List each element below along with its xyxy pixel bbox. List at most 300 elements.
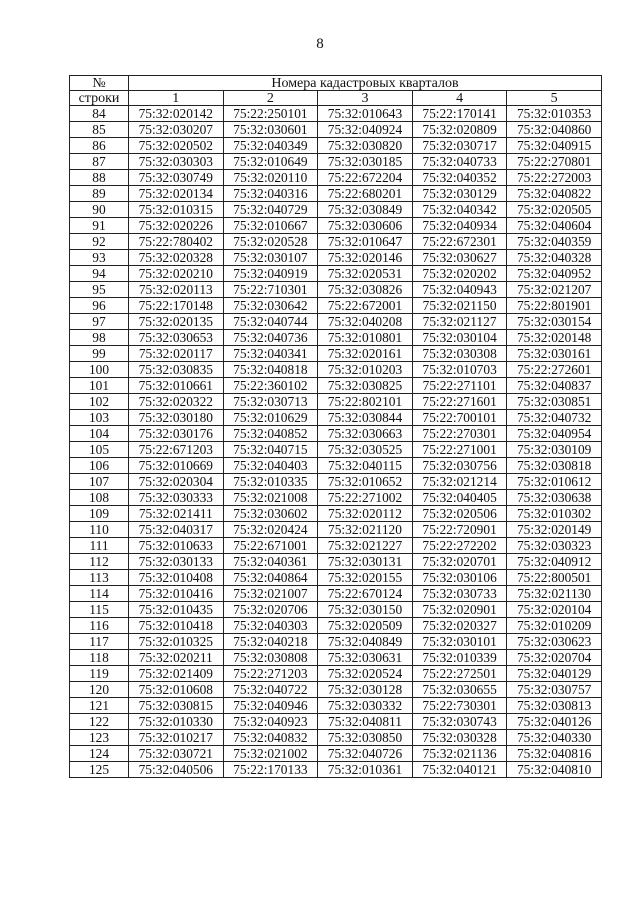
cadastral-quarter-cell: 75:32:030107 xyxy=(223,250,318,266)
cadastral-quarter-cell: 75:32:040924 xyxy=(318,122,413,138)
cadastral-quarter-cell: 75:32:040919 xyxy=(223,266,318,282)
cadastral-quarter-cell: 75:32:040816 xyxy=(507,746,602,762)
cadastral-quarter-cell: 75:22:700101 xyxy=(412,410,507,426)
cadastral-quarter-cell: 75:32:010325 xyxy=(129,634,224,650)
cadastral-quarter-cell: 75:32:040330 xyxy=(507,730,602,746)
cadastral-quarter-cell: 75:32:020226 xyxy=(129,218,224,234)
cadastral-quarter-cell: 75:32:021007 xyxy=(223,586,318,602)
row-number-cell: 110 xyxy=(70,522,129,538)
table-row xyxy=(70,186,602,202)
table-row xyxy=(70,250,602,266)
cadastral-quarter-cell: 75:32:040317 xyxy=(129,522,224,538)
table-row xyxy=(70,106,602,122)
cadastral-quarter-cell: 75:32:040810 xyxy=(507,762,602,778)
cadastral-quarter-cell: 75:32:020328 xyxy=(129,250,224,266)
cadastral-quarter-cell: 75:32:021136 xyxy=(412,746,507,762)
cadastral-quarter-cell: 75:32:030713 xyxy=(223,394,318,410)
cadastral-quarter-cell: 75:32:040818 xyxy=(223,362,318,378)
cadastral-quarter-cell: 75:32:030835 xyxy=(129,362,224,378)
table-row xyxy=(70,746,602,762)
cadastral-quarter-cell: 75:32:030655 xyxy=(412,682,507,698)
cadastral-quarter-cell: 75:32:040832 xyxy=(223,730,318,746)
row-number-cell: 119 xyxy=(70,666,129,682)
cadastral-quarter-cell: 75:32:010435 xyxy=(129,602,224,618)
cadastral-quarter-cell: 75:32:040126 xyxy=(507,714,602,730)
cadastral-quarter-cell: 75:22:680201 xyxy=(318,186,413,202)
row-number-cell: 124 xyxy=(70,746,129,762)
cadastral-quarter-cell: 75:32:040736 xyxy=(223,330,318,346)
cadastral-quarter-cell: 75:22:272003 xyxy=(507,170,602,186)
cadastral-quarter-cell: 75:32:030106 xyxy=(412,570,507,586)
column-header: 1 xyxy=(129,91,224,106)
cadastral-quarter-cell: 75:22:170148 xyxy=(129,298,224,314)
cadastral-quarter-cell: 75:32:040303 xyxy=(223,618,318,634)
cadastral-quarter-cell: 75:32:020304 xyxy=(129,474,224,490)
cadastral-quarter-cell: 75:32:010418 xyxy=(129,618,224,634)
table-row xyxy=(70,410,602,426)
cadastral-quarter-cell: 75:32:030642 xyxy=(223,298,318,314)
cadastral-quarter-cell: 75:32:040837 xyxy=(507,378,602,394)
row-number-cell: 112 xyxy=(70,554,129,570)
table-row xyxy=(70,666,602,682)
table-row xyxy=(70,362,602,378)
cadastral-quarter-cell: 75:32:020531 xyxy=(318,266,413,282)
row-number-cell: 99 xyxy=(70,346,129,362)
row-number-cell: 96 xyxy=(70,298,129,314)
cadastral-quarter-cell: 75:32:020135 xyxy=(129,314,224,330)
row-number-cell: 98 xyxy=(70,330,129,346)
cadastral-quarter-cell: 75:32:010669 xyxy=(129,458,224,474)
table-row xyxy=(70,234,602,250)
row-number-cell: 120 xyxy=(70,682,129,698)
cadastral-quarter-cell: 75:32:020104 xyxy=(507,602,602,618)
cadastral-quarter-cell: 75:32:030813 xyxy=(507,698,602,714)
table-row xyxy=(70,122,602,138)
cadastral-quarter-cell: 75:32:040506 xyxy=(129,762,224,778)
cadastral-quarter-cell: 75:32:040121 xyxy=(412,762,507,778)
cadastral-quarter-cell: 75:32:040822 xyxy=(507,186,602,202)
cadastral-quarter-cell: 75:32:010203 xyxy=(318,362,413,378)
cadastral-quarter-cell: 75:32:010703 xyxy=(412,362,507,378)
cadastral-quarter-cell: 75:32:020155 xyxy=(318,570,413,586)
cadastral-quarter-cell: 75:32:030133 xyxy=(129,554,224,570)
cadastral-quarter-cell: 75:22:271002 xyxy=(318,490,413,506)
cadastral-quarter-cell: 75:32:010608 xyxy=(129,682,224,698)
table-row xyxy=(70,154,602,170)
column-header: 4 xyxy=(412,91,507,106)
group-title: Номера кадастровых кварталов xyxy=(129,76,602,91)
cadastral-quarter-cell: 75:32:010315 xyxy=(129,202,224,218)
cadastral-quarter-cell: 75:32:020901 xyxy=(412,602,507,618)
cadastral-quarter-cell: 75:32:040744 xyxy=(223,314,318,330)
cadastral-quarter-cell: 75:22:170141 xyxy=(412,106,507,122)
cadastral-quarter-cell: 75:32:040349 xyxy=(223,138,318,154)
cadastral-quarter-cell: 75:32:030323 xyxy=(507,538,602,554)
cadastral-quarter-cell: 75:22:672001 xyxy=(318,298,413,314)
cadastral-quarter-cell: 75:32:020327 xyxy=(412,618,507,634)
row-number-cell: 91 xyxy=(70,218,129,234)
table-row xyxy=(70,426,602,442)
cadastral-quarter-cell: 75:32:030131 xyxy=(318,554,413,570)
cadastral-quarter-cell: 75:32:040954 xyxy=(507,426,602,442)
cadastral-quarter-cell: 75:22:271601 xyxy=(412,394,507,410)
table-row xyxy=(70,554,602,570)
cadastral-quarter-cell: 75:32:030721 xyxy=(129,746,224,762)
cadastral-quarter-cell: 75:32:020701 xyxy=(412,554,507,570)
cadastral-quarter-cell: 75:32:010801 xyxy=(318,330,413,346)
cadastral-quarter-cell: 75:32:030653 xyxy=(129,330,224,346)
row-number-cell: 100 xyxy=(70,362,129,378)
row-number-cell: 86 xyxy=(70,138,129,154)
table-row xyxy=(70,506,602,522)
cadastral-quarter-cell: 75:32:010335 xyxy=(223,474,318,490)
row-number-cell: 103 xyxy=(70,410,129,426)
cadastral-quarter-cell: 75:22:672204 xyxy=(318,170,413,186)
cadastral-quarter-cell: 75:22:170133 xyxy=(223,762,318,778)
row-number-cell: 107 xyxy=(70,474,129,490)
cadastral-quarter-cell: 75:32:040923 xyxy=(223,714,318,730)
cadastral-quarter-cell: 75:32:030606 xyxy=(318,218,413,234)
table-row xyxy=(70,762,602,778)
cadastral-quarter-cell: 75:32:030109 xyxy=(507,442,602,458)
cadastral-quarter-cell: 75:32:030154 xyxy=(507,314,602,330)
cadastral-quarter-cell: 75:32:020161 xyxy=(318,346,413,362)
table-row xyxy=(70,474,602,490)
cadastral-quarter-cell: 75:32:020134 xyxy=(129,186,224,202)
cadastral-quarter-cell: 75:32:021409 xyxy=(129,666,224,682)
cadastral-quarter-cell: 75:22:271001 xyxy=(412,442,507,458)
cadastral-quarter-cell: 75:32:030176 xyxy=(129,426,224,442)
cadastral-quarter-cell: 75:32:030104 xyxy=(412,330,507,346)
cadastral-quarter-cell: 75:32:010643 xyxy=(318,106,413,122)
cadastral-quarter-cell: 75:32:030185 xyxy=(318,154,413,170)
cadastral-quarter-cell: 75:22:271101 xyxy=(412,378,507,394)
cadastral-quarter-cell: 75:32:030850 xyxy=(318,730,413,746)
cadastral-quarter-cell: 75:32:030328 xyxy=(412,730,507,746)
cadastral-quarter-cell: 75:32:010408 xyxy=(129,570,224,586)
cadastral-quarter-cell: 75:32:030332 xyxy=(318,698,413,714)
cadastral-quarter-cell: 75:32:040852 xyxy=(223,426,318,442)
row-number-cell: 109 xyxy=(70,506,129,522)
table-row xyxy=(70,330,602,346)
cadastral-quarter-cell: 75:32:020149 xyxy=(507,522,602,538)
cadastral-quarter-cell: 75:32:010361 xyxy=(318,762,413,778)
cadastral-quarter-cell: 75:32:020809 xyxy=(412,122,507,138)
row-number-header-top: № xyxy=(70,76,129,91)
cadastral-quarter-cell: 75:32:010209 xyxy=(507,618,602,634)
cadastral-quarter-cell: 75:32:030161 xyxy=(507,346,602,362)
row-number-cell: 118 xyxy=(70,650,129,666)
cadastral-quarter-cell: 75:32:030818 xyxy=(507,458,602,474)
cadastral-quarter-cell: 75:22:271203 xyxy=(223,666,318,682)
cadastral-quarter-cell: 75:32:020117 xyxy=(129,346,224,362)
cadastral-quarter-cell: 75:32:030303 xyxy=(129,154,224,170)
cadastral-quarter-cell: 75:32:040864 xyxy=(223,570,318,586)
cadastral-quarter-cell: 75:32:040316 xyxy=(223,186,318,202)
cadastral-quarter-cell: 75:32:010652 xyxy=(318,474,413,490)
row-number-cell: 106 xyxy=(70,458,129,474)
cadastral-quarter-cell: 75:32:040361 xyxy=(223,554,318,570)
row-number-cell: 117 xyxy=(70,634,129,650)
cadastral-quarter-cell: 75:32:030851 xyxy=(507,394,602,410)
cadastral-quarter-cell: 75:32:010629 xyxy=(223,410,318,426)
cadastral-quarter-cell: 75:32:021411 xyxy=(129,506,224,522)
cadastral-quarter-cell: 75:22:730301 xyxy=(412,698,507,714)
cadastral-quarter-cell: 75:32:021002 xyxy=(223,746,318,762)
cadastral-quarter-cell: 75:32:020112 xyxy=(318,506,413,522)
row-number-cell: 101 xyxy=(70,378,129,394)
cadastral-quarter-cell: 75:32:040849 xyxy=(318,634,413,650)
table-row xyxy=(70,442,602,458)
cadastral-quarter-cell: 75:32:030820 xyxy=(318,138,413,154)
cadastral-quarter-cell: 75:32:020202 xyxy=(412,266,507,282)
cadastral-quarter-cell: 75:32:010302 xyxy=(507,506,602,522)
cadastral-quarter-cell: 75:32:021227 xyxy=(318,538,413,554)
cadastral-quarter-cell: 75:32:030602 xyxy=(223,506,318,522)
row-number-cell: 105 xyxy=(70,442,129,458)
cadastral-quarter-cell: 75:32:010353 xyxy=(507,106,602,122)
cadastral-quarter-cell: 75:32:020110 xyxy=(223,170,318,186)
cadastral-quarter-cell: 75:32:030815 xyxy=(129,698,224,714)
row-number-cell: 122 xyxy=(70,714,129,730)
cadastral-quarter-cell: 75:32:010339 xyxy=(412,650,507,666)
row-number-cell: 84 xyxy=(70,106,129,122)
table-row xyxy=(70,730,602,746)
cadastral-quarter-cell: 75:32:020322 xyxy=(129,394,224,410)
row-number-cell: 97 xyxy=(70,314,129,330)
cadastral-quarter-cell: 75:32:030756 xyxy=(412,458,507,474)
cadastral-quarter-cell: 75:32:020113 xyxy=(129,282,224,298)
cadastral-quarter-cell: 75:32:040726 xyxy=(318,746,413,762)
cadastral-quarter-cell: 75:22:802101 xyxy=(318,394,413,410)
table-row xyxy=(70,202,602,218)
row-number-cell: 94 xyxy=(70,266,129,282)
row-number-cell: 93 xyxy=(70,250,129,266)
cadastral-quarter-cell: 75:32:040359 xyxy=(507,234,602,250)
cadastral-quarter-cell: 75:32:020509 xyxy=(318,618,413,634)
row-number-cell: 114 xyxy=(70,586,129,602)
table-row xyxy=(70,522,602,538)
cadastral-quarter-cell: 75:32:030601 xyxy=(223,122,318,138)
row-number-cell: 113 xyxy=(70,570,129,586)
cadastral-quarter-cell: 75:32:040129 xyxy=(507,666,602,682)
table-row xyxy=(70,618,602,634)
cadastral-quarter-cell: 75:22:670124 xyxy=(318,586,413,602)
table-row xyxy=(70,138,602,154)
cadastral-quarter-cell: 75:32:021130 xyxy=(507,586,602,602)
table-row xyxy=(70,538,602,554)
cadastral-quarter-cell: 75:32:020424 xyxy=(223,522,318,538)
cadastral-quarter-cell: 75:22:272501 xyxy=(412,666,507,682)
cadastral-quarter-cell: 75:32:030757 xyxy=(507,682,602,698)
table-row xyxy=(70,266,602,282)
cadastral-quarter-cell: 75:32:040352 xyxy=(412,170,507,186)
row-number-cell: 87 xyxy=(70,154,129,170)
cadastral-quarter-cell: 75:32:040860 xyxy=(507,122,602,138)
cadastral-quarter-cell: 75:32:010661 xyxy=(129,378,224,394)
row-number-cell: 121 xyxy=(70,698,129,714)
cadastral-quarter-cell: 75:22:800501 xyxy=(507,570,602,586)
cadastral-quarter-cell: 75:32:020211 xyxy=(129,650,224,666)
row-number-header-bottom: строки xyxy=(70,91,129,106)
column-header: 3 xyxy=(318,91,413,106)
cadastral-quarter-cell: 75:32:010667 xyxy=(223,218,318,234)
cadastral-quarter-cell: 75:32:040604 xyxy=(507,218,602,234)
cadastral-quarter-cell: 75:32:030525 xyxy=(318,442,413,458)
cadastral-quarter-cell: 75:22:270301 xyxy=(412,426,507,442)
cadastral-quarter-cell: 75:32:040328 xyxy=(507,250,602,266)
cadastral-quarter-cell: 75:32:020704 xyxy=(507,650,602,666)
cadastral-quarter-cell: 75:32:030623 xyxy=(507,634,602,650)
cadastral-quarter-cell: 75:32:040715 xyxy=(223,442,318,458)
cadastral-quarter-cell: 75:32:020505 xyxy=(507,202,602,218)
cadastral-quarter-cell: 75:32:010416 xyxy=(129,586,224,602)
cadastral-quarter-cell: 75:32:040218 xyxy=(223,634,318,650)
cadastral-quarter-cell: 75:32:030308 xyxy=(412,346,507,362)
cadastral-quarter-cell: 75:22:671203 xyxy=(129,442,224,458)
cadastral-quarter-cell: 75:32:030733 xyxy=(412,586,507,602)
cadastral-quarter-cell: 75:32:010649 xyxy=(223,154,318,170)
cadastral-quarter-cell: 75:32:030717 xyxy=(412,138,507,154)
row-number-cell: 92 xyxy=(70,234,129,250)
cadastral-quarter-cell: 75:32:030150 xyxy=(318,602,413,618)
cadastral-quarter-cell: 75:22:801901 xyxy=(507,298,602,314)
table-row xyxy=(70,394,602,410)
cadastral-quarter-cell: 75:32:010217 xyxy=(129,730,224,746)
cadastral-quarter-cell: 75:32:030638 xyxy=(507,490,602,506)
cadastral-quarter-cell: 75:32:020148 xyxy=(507,330,602,346)
column-header: 2 xyxy=(223,91,318,106)
table-row xyxy=(70,682,602,698)
row-number-cell: 85 xyxy=(70,122,129,138)
row-number-cell: 108 xyxy=(70,490,129,506)
row-number-cell: 111 xyxy=(70,538,129,554)
cadastral-quarter-cell: 75:32:030826 xyxy=(318,282,413,298)
cadastral-quarter-cell: 75:32:030825 xyxy=(318,378,413,394)
cadastral-quarter-cell: 75:32:030128 xyxy=(318,682,413,698)
cadastral-quarter-cell: 75:32:021214 xyxy=(412,474,507,490)
cadastral-quarter-cell: 75:32:030180 xyxy=(129,410,224,426)
cadastral-quarter-cell: 75:32:010633 xyxy=(129,538,224,554)
row-number-cell: 88 xyxy=(70,170,129,186)
cadastral-quarter-cell: 75:32:040405 xyxy=(412,490,507,506)
table-row xyxy=(70,282,602,298)
cadastral-quarter-cell: 75:32:030849 xyxy=(318,202,413,218)
cadastral-quarter-cell: 75:32:030207 xyxy=(129,122,224,138)
cadastral-quarter-cell: 75:32:021008 xyxy=(223,490,318,506)
cadastral-quarter-cell: 75:32:020506 xyxy=(412,506,507,522)
table-row xyxy=(70,634,602,650)
table-row xyxy=(70,170,602,186)
table-row xyxy=(70,698,602,714)
cadastral-quarter-cell: 75:32:040341 xyxy=(223,346,318,362)
cadastral-quarter-cell: 75:32:030631 xyxy=(318,650,413,666)
cadastral-quarter-cell: 75:32:040934 xyxy=(412,218,507,234)
row-number-cell: 116 xyxy=(70,618,129,634)
cadastral-quarter-cell: 75:32:040811 xyxy=(318,714,413,730)
row-number-cell: 95 xyxy=(70,282,129,298)
table-row xyxy=(70,378,602,394)
cadastral-quarter-cell: 75:32:020210 xyxy=(129,266,224,282)
cadastral-quarter-cell: 75:32:040946 xyxy=(223,698,318,714)
cadastral-quarter-cell: 75:32:030333 xyxy=(129,490,224,506)
cadastral-quarter-cell: 75:32:020502 xyxy=(129,138,224,154)
cadastral-quarter-cell: 75:32:040722 xyxy=(223,682,318,698)
table-header xyxy=(70,76,602,106)
row-number-cell: 115 xyxy=(70,602,129,618)
table-row xyxy=(70,490,602,506)
table-row xyxy=(70,314,602,330)
cadastral-quarter-cell: 75:32:020706 xyxy=(223,602,318,618)
table-row xyxy=(70,602,602,618)
cadastral-quarter-cell: 75:32:030743 xyxy=(412,714,507,730)
row-number-cell: 104 xyxy=(70,426,129,442)
table-row xyxy=(70,218,602,234)
cadastral-quarter-cell: 75:32:010330 xyxy=(129,714,224,730)
table-body xyxy=(70,106,602,778)
cadastral-quarter-cell: 75:32:040729 xyxy=(223,202,318,218)
table-row xyxy=(70,298,602,314)
cadastral-quarter-cell: 75:32:040732 xyxy=(507,410,602,426)
table-row xyxy=(70,458,602,474)
table-row xyxy=(70,650,602,666)
cadastral-quarter-cell: 75:32:020146 xyxy=(318,250,413,266)
cadastral-quarter-cell: 75:32:040733 xyxy=(412,154,507,170)
cadastral-quarter-cell: 75:32:040952 xyxy=(507,266,602,282)
table-row xyxy=(70,570,602,586)
cadastral-quarter-cell: 75:32:040912 xyxy=(507,554,602,570)
cadastral-quarter-cell: 75:32:040943 xyxy=(412,282,507,298)
cadastral-quarter-cell: 75:32:021127 xyxy=(412,314,507,330)
cadastral-quarter-cell: 75:32:030627 xyxy=(412,250,507,266)
cadastral-quarter-cell: 75:22:720901 xyxy=(412,522,507,538)
row-number-cell: 102 xyxy=(70,394,129,410)
cadastral-quarter-cell: 75:22:671001 xyxy=(223,538,318,554)
row-number-cell: 123 xyxy=(70,730,129,746)
table-row xyxy=(70,346,602,362)
cadastral-quarter-cell: 75:32:040115 xyxy=(318,458,413,474)
cadastral-quarter-cell: 75:32:021120 xyxy=(318,522,413,538)
row-number-cell: 89 xyxy=(70,186,129,202)
table-row xyxy=(70,586,602,602)
cadastral-quarter-cell: 75:22:272202 xyxy=(412,538,507,554)
cadastral-quarter-cell: 75:32:040342 xyxy=(412,202,507,218)
cadastral-quarter-cell: 75:32:021150 xyxy=(412,298,507,314)
cadastral-quarter-cell: 75:32:010612 xyxy=(507,474,602,490)
cadastral-quarter-cell: 75:32:021207 xyxy=(507,282,602,298)
cadastral-quarter-cell: 75:32:040915 xyxy=(507,138,602,154)
cadastral-quarter-cell: 75:32:030101 xyxy=(412,634,507,650)
page-number: 8 xyxy=(316,36,324,52)
table-row xyxy=(70,714,602,730)
cadastral-quarter-cell: 75:32:040403 xyxy=(223,458,318,474)
cadastral-quarter-cell: 75:22:672301 xyxy=(412,234,507,250)
cadastral-quarters-table xyxy=(69,75,602,778)
cadastral-quarter-cell: 75:22:270801 xyxy=(507,154,602,170)
cadastral-quarter-cell: 75:32:030844 xyxy=(318,410,413,426)
cadastral-quarter-cell: 75:22:710301 xyxy=(223,282,318,298)
cadastral-quarter-cell: 75:32:020142 xyxy=(129,106,224,122)
column-header: 5 xyxy=(507,91,602,106)
cadastral-quarter-cell: 75:22:250101 xyxy=(223,106,318,122)
cadastral-quarter-cell: 75:22:272601 xyxy=(507,362,602,378)
cadastral-quarter-cell: 75:22:360102 xyxy=(223,378,318,394)
cadastral-quarter-cell: 75:32:020528 xyxy=(223,234,318,250)
cadastral-quarter-cell: 75:32:010647 xyxy=(318,234,413,250)
cadastral-quarter-cell: 75:32:030663 xyxy=(318,426,413,442)
cadastral-quarter-cell: 75:32:030749 xyxy=(129,170,224,186)
cadastral-quarter-cell: 75:22:780402 xyxy=(129,234,224,250)
